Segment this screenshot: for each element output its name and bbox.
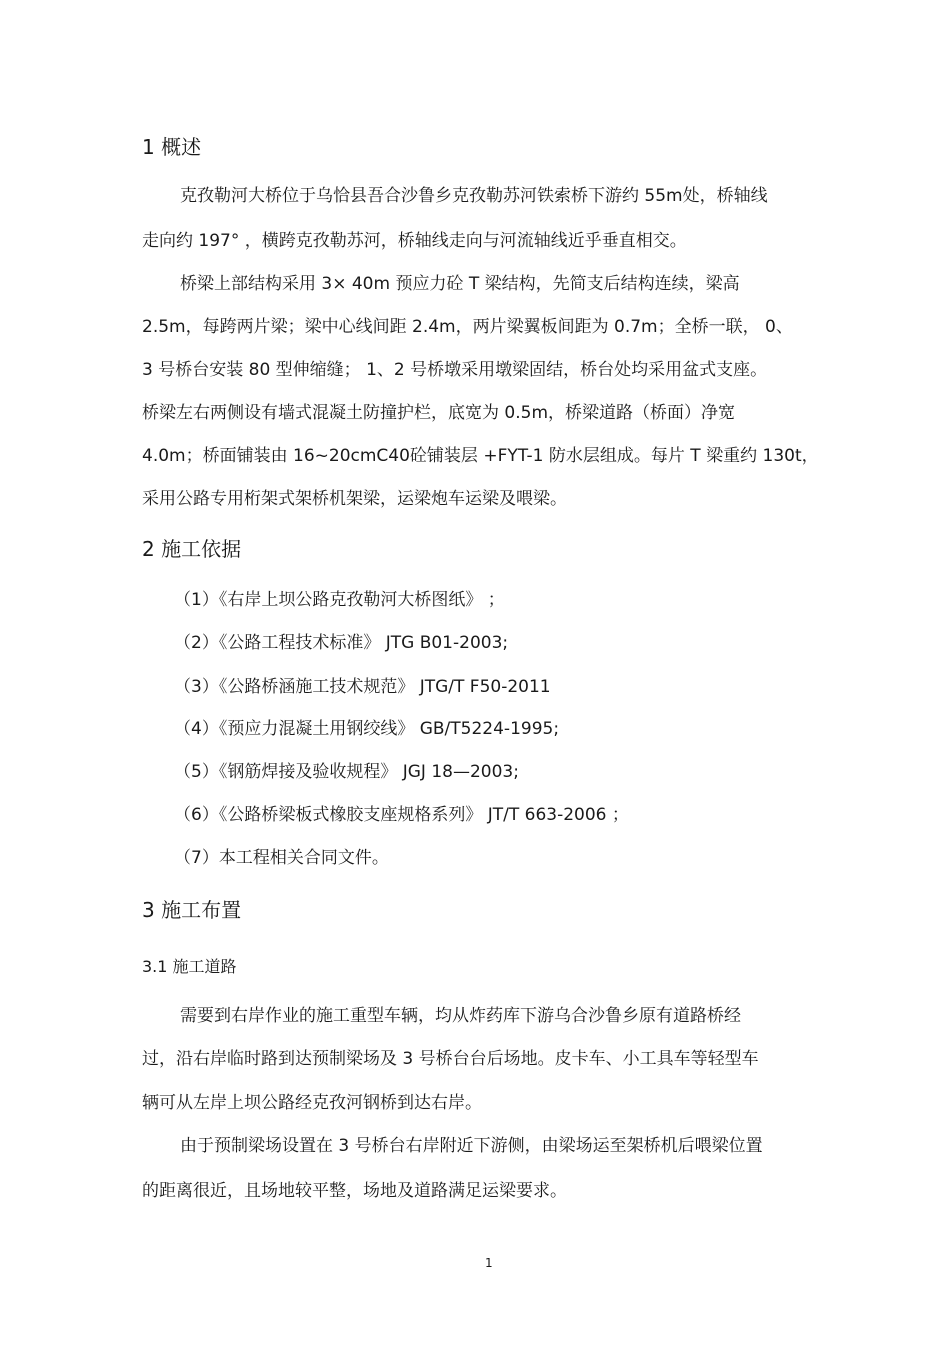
section-3-heading: 3 施工布置 [142, 898, 242, 922]
paragraph-line: 3 号桥台安装 80 型伸缩缝； 1、2 号桥墩采用墩梁固结，桥台处均采用盆式支座。 [142, 360, 768, 380]
paragraph-line: 过，沿右岸临时路到达预制梁场及 3 号桥台台后场地。皮卡车、小工具车等轻型车 [142, 1049, 759, 1069]
reference-item: （5）《钢筋焊接及验收规程》 JGJ 18—2003; [174, 762, 519, 782]
paragraph-line: 的距离很近，且场地较平整，场地及道路满足运梁要求。 [142, 1181, 567, 1201]
paragraph-line: 2.5m，每跨两片梁；梁中心线间距 2.4m，两片梁翼板间距为 0.7m；全桥一联， 0、 [142, 317, 793, 337]
subsection-heading: 3.1 施工道路 [142, 957, 237, 976]
paragraph-line: 桥梁上部结构采用 3× 40m 预应力砼 T 梁结构，先简支后结构连续，梁高 [180, 274, 740, 294]
section-1-heading: 1 概述 [142, 135, 202, 159]
page-number: 1 [485, 1256, 493, 1270]
paragraph-line: 采用公路专用桁架式架桥机架梁，运梁炮车运梁及喂梁。 [142, 489, 567, 509]
paragraph-line: 克孜勒河大桥位于乌恰县吾合沙鲁乡克孜勒苏河铁索桥下游约 55m处，桥轴线 [180, 186, 768, 206]
reference-item: （2）《公路工程技术标准》 JTG B01-2003; [174, 633, 509, 653]
paragraph-line: 需要到右岸作业的施工重型车辆，均从炸药库下游乌合沙鲁乡原有道路桥经 [180, 1006, 741, 1026]
reference-item: （6）《公路桥梁板式橡胶支座规格系列》 JT/T 663-2006 ； [174, 805, 629, 825]
reference-item: （4）《预应力混凝土用钢绞线》 GB/T5224-1995; [174, 719, 560, 739]
paragraph-line: 桥梁左右两侧设有墙式混凝土防撞护栏，底宽为 0.5m，桥梁道路（桥面）净宽 [142, 403, 735, 423]
reference-item: （1）《右岸上坝公路克孜勒河大桥图纸》 ； [174, 590, 505, 610]
paragraph-line: 走向约 197° ，横跨克孜勒苏河，桥轴线走向与河流轴线近乎垂直相交。 [142, 231, 687, 251]
reference-item: （3）《公路桥涵施工技术规范》 JTG/T F50-2011 [174, 677, 551, 697]
paragraph-line: 4.0m；桥面铺装由 16~20cmC40砼铺装层 +FYT-1 防水层组成。每片 T 梁重约 130t， [142, 446, 819, 466]
section-2-heading: 2 施工依据 [142, 537, 242, 561]
paragraph-line: 由于预制梁场设置在 3 号桥台右岸附近下游侧，由梁场运至架桥机后喂梁位置 [180, 1136, 763, 1156]
reference-item: （7）本工程相关合同文件。 [174, 848, 389, 868]
paragraph-line: 辆可从左岸上坝公路经克孜河钢桥到达右岸。 [142, 1093, 482, 1113]
